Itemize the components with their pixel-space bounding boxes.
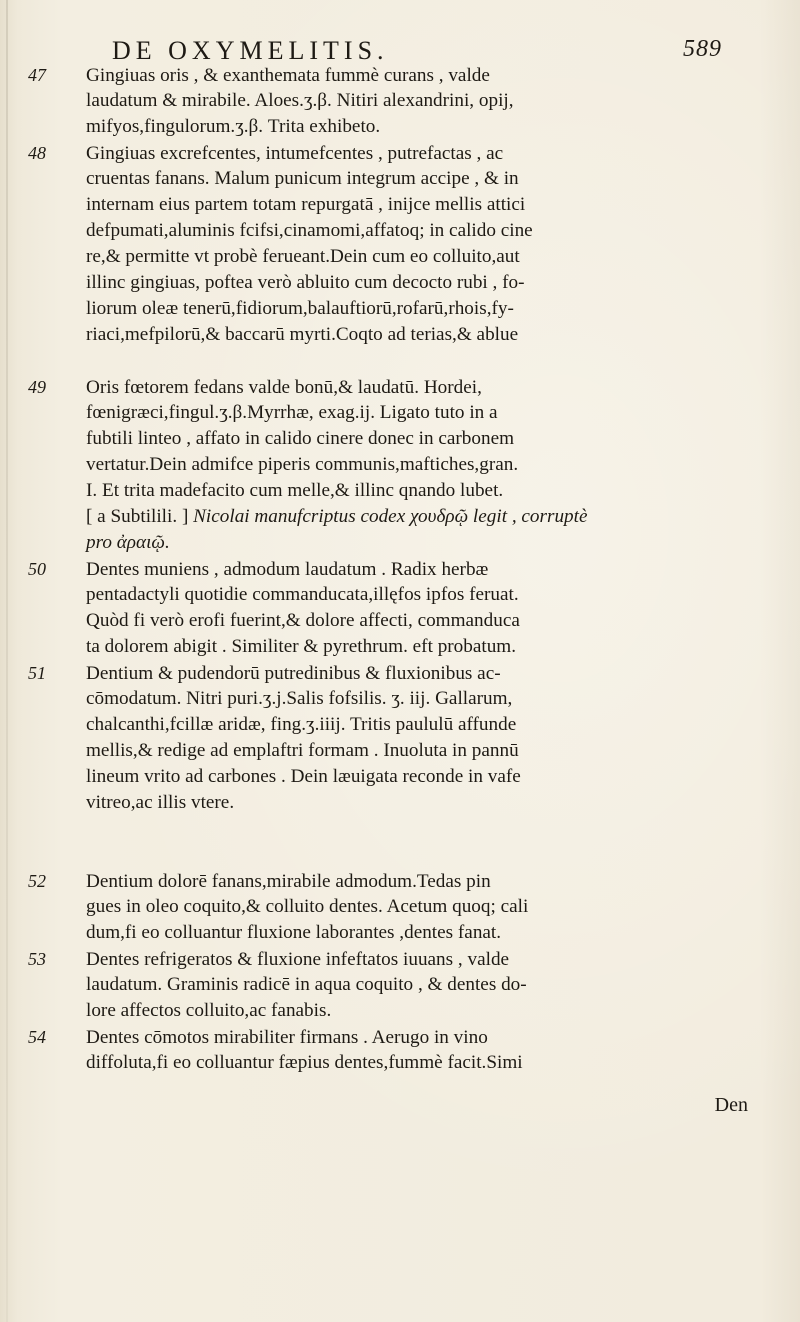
text-line: gues in oleo coquito,& colluito dentes. Acetum quoq; cali — [86, 896, 529, 917]
text-line: riaci,mefpilorū,& baccarū myrti.Coqto ad terias,& ablue — [86, 324, 519, 345]
text-line: mellis,& redige ad emplaftri formam . Inuoluta in pannū — [86, 740, 519, 761]
text-line: lineum vrito ad carbones . Dein læuigata reconde in vafe — [86, 766, 521, 787]
text-line: vitreo,ac illis vtere. — [86, 792, 235, 813]
recipe-number: 54 — [28, 1027, 46, 1047]
text-line: 54 Dentes cōmotos mirabiliter firmans . Aerugo in vino — [28, 1024, 778, 1050]
text-line: 50 Dentes muniens , admodum laudatum . Radix herbæ — [28, 556, 778, 582]
text-line: vertatur.Dein admifce piperis communis,maftiches,gran. — [86, 454, 519, 475]
text-line: Quòd fi verò erofi fuerint,& dolore affecti, commanduca — [86, 610, 520, 631]
running-head: DE OXYMELITIS. — [112, 36, 389, 65]
text-block — [28, 62, 778, 1076]
recipe-number: 53 — [28, 949, 46, 969]
text-line: 47 Gingiuas oris , & exanthemata fummè curans , valde — [28, 62, 778, 88]
text-line: liorum oleæ tenerū,fidiorum,balauftiorū,rofarū,rhois,fy- — [86, 298, 514, 319]
text-line: 48 Gingiuas excrefcentes, intumefcentes , putrefactas , ac — [28, 140, 778, 166]
text-line: dum,fi eo colluantur fluxione laborantes ,dentes fanat. — [86, 922, 502, 943]
text-line: laudatum. Graminis radicē in aqua coquito , & dentes do- — [86, 974, 527, 995]
text-line: mifyos,fingulorum.ʒ.β. Trita exhibeto. — [86, 116, 381, 137]
page-number: 589 — [683, 36, 722, 62]
editor-note: pro ἀραιῷ. — [86, 532, 170, 553]
recipe-number: 47 — [28, 65, 46, 85]
text-line: re,& permitte vt probè feruеant.Dein cum eo colluito,aut — [86, 246, 520, 267]
text-line: I. Et trita madefacito cum melle,& illinc qnando lubet. — [86, 480, 504, 501]
text-line: internam eius partem totam repurgatā , inijce mellis attici — [86, 194, 526, 215]
text-line: diffoluta,fi eo colluantur fæpius dentes,fummè facit.Simi — [86, 1052, 523, 1073]
recipe-number: 48 — [28, 143, 46, 163]
catchword: Den — [714, 1094, 748, 1116]
text-line: defpumati,aluminis fcifsi,cinamomi,affatoq; in calido cine — [86, 220, 533, 241]
recipe-number: 49 — [28, 377, 46, 397]
text-line — [28, 816, 778, 842]
recipe-number: 50 — [28, 559, 46, 579]
text-line: fœnigræci,fingul.ʒ.β.Myrrhæ, exag.ij. Ligato tuto in a — [86, 402, 498, 423]
text-line: 53 Dentes refrigeratos & fluxione infeftatos iuuans , valde — [28, 946, 778, 972]
text-line: 51 Dentium & pudendorū putredinibus & fluxionibus ac- — [28, 660, 778, 686]
text-line: fubtili linteo , affato in calido cinere donec in carbonem — [86, 428, 515, 449]
editor-note: [ a Subtilili. ] Nicolai manufcriptus codex χουδρῷ legit , corruptè — [86, 506, 588, 527]
text-line: 52 Dentium dolorē fanans,mirabile admodum.Tedas pin — [28, 868, 778, 894]
text-line: pentadactyli quotidie commanducata,illęfos ipfos feruat. — [86, 584, 519, 605]
text-line: illinc gingiuas, poftea verò abluito cum decocto rubi , fo- — [86, 272, 525, 293]
text-line — [28, 348, 778, 374]
text-line: cruentas fanans. Malum punicum integrum accipe , & in — [86, 168, 519, 189]
page-edge-shadow — [6, 0, 8, 1322]
text-line: cōmodatum. Nitri puri.ʒ.j.Salis fofsilis. ʒ. iij. Gallarum, — [86, 688, 513, 709]
recipe-number: 51 — [28, 663, 46, 683]
text-line: 49 Oris fœtorem fedans valde bonū,& laudatū. Hordei, — [28, 374, 778, 400]
text-line — [28, 842, 778, 868]
text-line: lore affectos colluito,ac fanabis. — [86, 1000, 332, 1021]
recipe-number: 52 — [28, 871, 46, 891]
text-line: chalcanthi,fcillæ aridæ, fing.ʒ.iiij. Tritis paululū affunde — [86, 714, 517, 735]
text-line: ta dolorem abigit . Similiter & pyrethrum. eft probatum. — [86, 636, 517, 657]
text-line: laudatum & mirabile. Aloes.ʒ.β. Nitiri alexandrini, opij, — [86, 90, 514, 111]
